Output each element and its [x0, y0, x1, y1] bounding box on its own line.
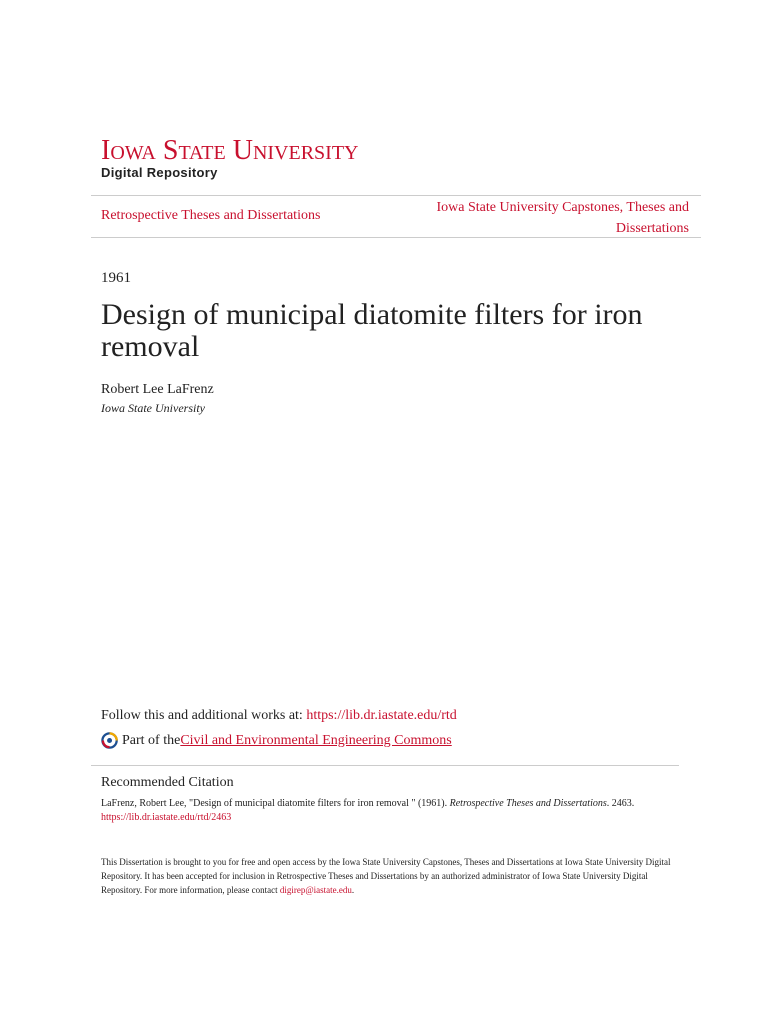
- top-divider: [91, 195, 701, 196]
- contact-email-link[interactable]: digirep@iastate.edu: [279, 885, 352, 895]
- series-link-retrospective[interactable]: Retrospective Theses and Dissertations: [101, 208, 321, 223]
- series-divider: [91, 237, 701, 238]
- part-of-label: Part of the: [122, 732, 181, 748]
- document-title: Design of municipal diatomite filters for iron removal: [101, 298, 643, 363]
- commons-link[interactable]: Civil and Environmental Engineering Commons: [180, 732, 452, 748]
- series-link-capstones[interactable]: Iowa State University Capstones, Theses and Dissertations: [436, 200, 689, 236]
- citation-journal: Retrospective Theses and Dissertations: [449, 798, 607, 809]
- footer-text: This Dissertation is brought to you for free and open access by the Iowa State University Capstones, Theses and Dissertations at Iowa State University Digital Repository. It has been accepted for inclusion in Retrospective Theses and Dissertations by an authorized administrator of Iowa State University Digital Repository. For more information, please contact: [101, 857, 671, 895]
- footer-end: .: [351, 885, 355, 895]
- citation-end: . 2463.: [606, 798, 635, 809]
- footer-notice: [101, 855, 681, 897]
- follow-url-link[interactable]: https://lib.dr.iastate.edu/rtd: [306, 708, 457, 723]
- author-affiliation: Iowa State University: [101, 401, 205, 415]
- recommended-citation-heading: Recommended Citation: [101, 775, 234, 790]
- follow-line: [101, 708, 457, 724]
- part-of-line: [101, 731, 452, 750]
- repository-name: Digital Repository: [101, 165, 218, 180]
- publication-year: 1961: [101, 270, 131, 286]
- university-logo-name: Iowa State University: [101, 135, 359, 166]
- citation-divider: [91, 765, 679, 766]
- open-access-icon: [101, 731, 120, 750]
- citation-url-link[interactable]: https://lib.dr.iastate.edu/rtd/2463: [101, 812, 232, 823]
- author-name: Robert Lee LaFrenz: [101, 382, 214, 397]
- citation-text: [101, 797, 681, 825]
- follow-label: Follow this and additional works at:: [101, 708, 307, 723]
- citation-main: LaFrenz, Robert Lee, "Design of municipal diatomite filters for iron removal " (1961).: [101, 798, 450, 809]
